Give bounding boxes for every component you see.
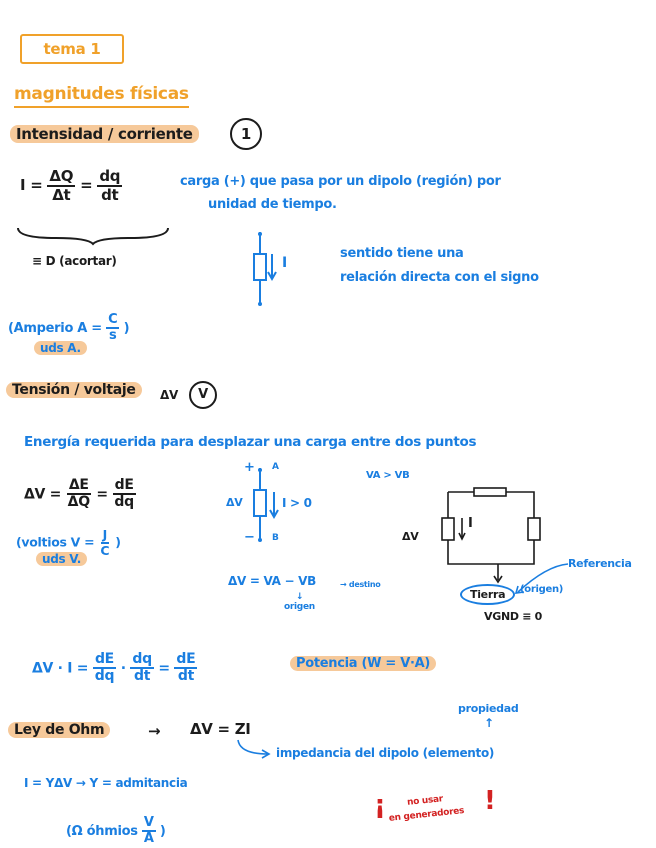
node-a-label: A (272, 462, 279, 472)
fraction-dq-dt (47, 168, 75, 203)
fraction-c-s (106, 313, 119, 344)
fraction-derivative (97, 168, 122, 203)
fraction-num: C (106, 313, 119, 329)
formula-lhs: I = (20, 176, 43, 194)
fraction-den: s (109, 328, 117, 344)
brace-note-text: ≡ D (acortar) (32, 254, 117, 268)
section-number-1 (230, 118, 262, 150)
fraction-num: dE (113, 478, 136, 495)
formula-dot: · (120, 660, 126, 677)
intensidad-note-1: sentido tiene una (340, 246, 464, 261)
dipole-dv-label: ΔV (226, 496, 243, 509)
fraction-den: C (100, 542, 110, 558)
warning-line-2: en generadores (388, 806, 465, 824)
node-b-label: B (272, 533, 279, 543)
intensidad-formula (20, 168, 122, 203)
ohmios-suffix: ) (159, 823, 166, 839)
ohm-heading: Ley de Ohm (8, 722, 110, 738)
fraction-num: dq (99, 167, 121, 185)
fraction-de-dt (174, 652, 197, 685)
fraction-num: dE (174, 652, 197, 669)
voltios-suffix: ) (115, 534, 121, 550)
amperio-suffix: ) (123, 320, 130, 336)
warning-line-1: no usar (406, 794, 444, 808)
tension-definition: Energía requerida para desplazar una carga entre dos puntos (24, 434, 477, 450)
intensidad-description-2: unidad de tiempo. (208, 197, 337, 212)
brace-note (32, 254, 117, 268)
potencia-label: Potencia (W = V·A) (290, 656, 436, 671)
circuit2-current-label: I (468, 516, 473, 531)
formula-lhs: ΔV · I = (32, 660, 89, 677)
plus-sign: + (244, 460, 255, 475)
circuit2-dv-label: ΔV (402, 530, 419, 543)
warning-open-mark: ¡ (374, 790, 386, 820)
current-positive-label: I > 0 (282, 496, 312, 510)
section-number-1-text: 1 (240, 125, 252, 143)
impedancia-arrow-icon (234, 740, 274, 760)
ohmios-prefix: (Ω óhmios (66, 823, 138, 839)
section-number-v-text: V (198, 387, 208, 402)
voltios-prefix: (voltios V = (16, 534, 95, 550)
vgnd-label: VGND ≡ 0 (484, 610, 543, 623)
origen-arrow: ↓ origen (284, 592, 315, 612)
fraction-den: dq (94, 668, 115, 685)
propiedad-label: propiedad (458, 702, 519, 715)
circuit-current-label: I (282, 255, 287, 271)
fraction-dq-dt (130, 652, 153, 685)
fraction-den: dt (134, 668, 151, 685)
fraction-derivative (112, 478, 135, 511)
destino-label: → destino (340, 580, 381, 589)
tierra-text: Tierra (470, 588, 506, 601)
fraction-den: dq (114, 494, 134, 511)
ohm-formula: ΔV = ZI (190, 720, 251, 738)
ohm-arrow: → (148, 722, 161, 740)
fraction-den: Δt (52, 185, 71, 204)
origen-label: origen (284, 602, 315, 612)
formula-eq: = (158, 660, 170, 677)
formula-eq: = (96, 486, 108, 503)
fraction-j-c (98, 528, 111, 558)
formula-lhs: ΔV = (24, 486, 62, 503)
fraction-den: ΔQ (67, 494, 90, 511)
admitancia-formula: I = YΔV → Y = admitancia (24, 776, 188, 790)
ohmios-unit (66, 816, 166, 847)
intensidad-description-1: carga (+) que pasa por un dipolo (región) por (180, 174, 501, 189)
tema-box (20, 34, 124, 64)
va-vb-label: VA > VB (366, 470, 410, 481)
minus-sign: − (244, 530, 255, 545)
tension-formula (24, 478, 136, 511)
tension-delta: ΔV (160, 388, 178, 402)
intensidad-heading: Intensidad / corriente (10, 125, 199, 143)
page-title (14, 84, 189, 108)
voltage-difference: ΔV = VA − VB (228, 574, 316, 588)
fraction-num: ΔQ (49, 167, 74, 185)
intensidad-note-2: relación directa con el signo (340, 270, 539, 285)
amperio-units-note: uds A. (34, 341, 87, 355)
fraction-v-a (142, 816, 156, 847)
warning-note (387, 790, 465, 826)
warning-close-mark: ! (484, 786, 496, 816)
fraction-de-dq (93, 652, 116, 685)
section-number-v (189, 381, 217, 409)
potencia-formula (32, 652, 197, 685)
propiedad-arrow: ↑ (484, 716, 494, 730)
fraction-den: dt (177, 668, 194, 685)
fraction-de-dq (66, 478, 92, 511)
brace-icon (16, 226, 170, 246)
fraction-den: dt (101, 185, 119, 204)
tension-heading: Tensión / voltaje (6, 382, 142, 398)
fraction-den: A (143, 831, 154, 847)
fraction-num: ΔE (67, 478, 91, 495)
tema-label: tema 1 (43, 40, 101, 58)
referencia-label: Referencia (568, 557, 632, 570)
amperio-prefix: (Amperio A = (8, 320, 102, 336)
tierra-label (460, 584, 515, 605)
impedancia-label: impedancia del dipolo (elemento) (276, 746, 495, 760)
origen2-label: (origen) (520, 584, 564, 595)
fraction-num: dE (93, 652, 116, 669)
formula-eq: = (80, 176, 93, 194)
voltios-units-note: uds V. (36, 552, 87, 566)
fraction-num: dq (130, 652, 153, 669)
page-title-text: magnitudes físicas (14, 84, 189, 104)
amperio-unit (8, 313, 129, 344)
fraction-num: V (142, 816, 156, 832)
fraction-num: J (102, 527, 107, 542)
